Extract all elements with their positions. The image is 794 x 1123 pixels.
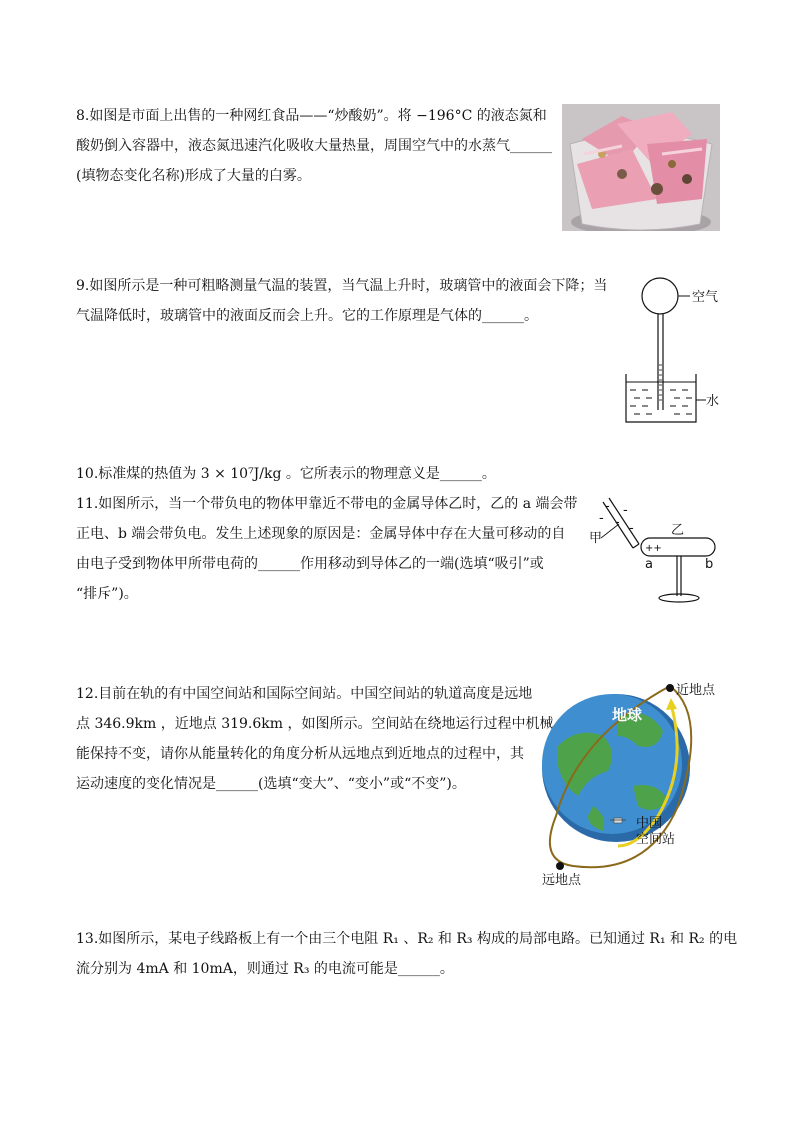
end-b-label: b xyxy=(705,557,714,572)
earth-label: 地球 xyxy=(612,706,643,724)
water-label: 水 xyxy=(706,394,720,409)
q13-line-1: 13.如图所示，某电子线路板上有一个由三个电阻 R₁ 、R₂ 和 R₃ 构成的局部电路。已知通过 R₁ 和 R₂ 的电 xyxy=(76,931,738,947)
q8-line-3: (填物态变化名称)形成了大量的白雾。 xyxy=(76,168,311,184)
fried-yogurt-image xyxy=(562,104,720,231)
minus-5: - xyxy=(629,521,634,536)
perigee-label: 近地点 xyxy=(676,683,716,698)
minus-1: - xyxy=(605,499,610,514)
q12-line-3: 能保持不变，请你从能量转化的角度分析从远地点到近地点的过程中，其 xyxy=(76,746,524,762)
jia-label: 甲 xyxy=(589,531,603,546)
minus-4: - xyxy=(623,503,628,518)
q8-line-1: 8.如图是市面上出售的一种网红食品——“炒酸奶”。将 −196°C 的液态氮和 xyxy=(76,108,547,124)
q12-line-2: 点 346.9km ，近地点 319.6km ，如图所示。空间站在绕地运行过程中机械 xyxy=(76,716,554,732)
air-label: 空气 xyxy=(692,290,719,305)
q9-line-2: 气温降低时，玻璃管中的液面反而会上升。它的工作原理是气体的______。 xyxy=(76,308,538,324)
fried-yogurt-photo xyxy=(562,104,720,231)
minus-3: - xyxy=(615,515,620,530)
q12-line-1: 12.目前在轨的有中国空间站和国际空间站。中国空间站的轨道高度是远地 xyxy=(76,686,533,702)
yi-label: 乙 xyxy=(671,523,685,538)
thermometer-apparatus xyxy=(620,270,730,430)
q13-line-2: 流分别为 4mA 和 10mA，则通过 R₃ 的电流可能是______。 xyxy=(76,961,454,977)
station-label-2: 空间站 xyxy=(636,832,676,847)
electrostatic-induction-figure xyxy=(585,490,725,610)
orbit-diagram xyxy=(538,676,728,890)
minus-2: - xyxy=(599,511,604,526)
q11-line-2: 正电、b 端会带负电。发生上述现象的原因是：金属导体中存在大量可移动的自 xyxy=(76,526,566,542)
q10-line-1: 10.标准煤的热值为 3 × 10⁷J/kg 。它所表示的物理意义是______。 xyxy=(76,466,496,482)
q11-line-4: “排斥”)。 xyxy=(76,586,138,602)
q9-line-1: 9.如图所示是一种可粗略测量气温的装置，当气温上升时，玻璃管中的液面会下降；当 xyxy=(76,278,608,294)
station-label-1: 中国 xyxy=(636,816,663,831)
apogee-label: 远地点 xyxy=(542,873,582,888)
plus-charges: ++ xyxy=(645,543,662,554)
end-a-label: a xyxy=(645,557,653,572)
induction-diagram xyxy=(585,490,725,610)
q12-line-4: 运动速度的变化情况是______(选填“变大”、“变小”或“不变”)。 xyxy=(76,776,466,792)
q11-line-3: 由电子受到物体甲所带电荷的______作用移动到导体乙的一端(选填“吸引”或 xyxy=(76,556,544,572)
q8-line-2: 酸奶倒入容器中，液态氮迅速汽化吸收大量热量，周围空气中的水蒸气______ xyxy=(76,138,552,154)
thermometer-diagram xyxy=(620,270,730,430)
space-station-orbit-figure xyxy=(538,676,728,890)
q11-line-1: 11.如图所示，当一个带负电的物体甲靠近不带电的金属导体乙时，乙的 a 端会带 xyxy=(76,496,578,512)
